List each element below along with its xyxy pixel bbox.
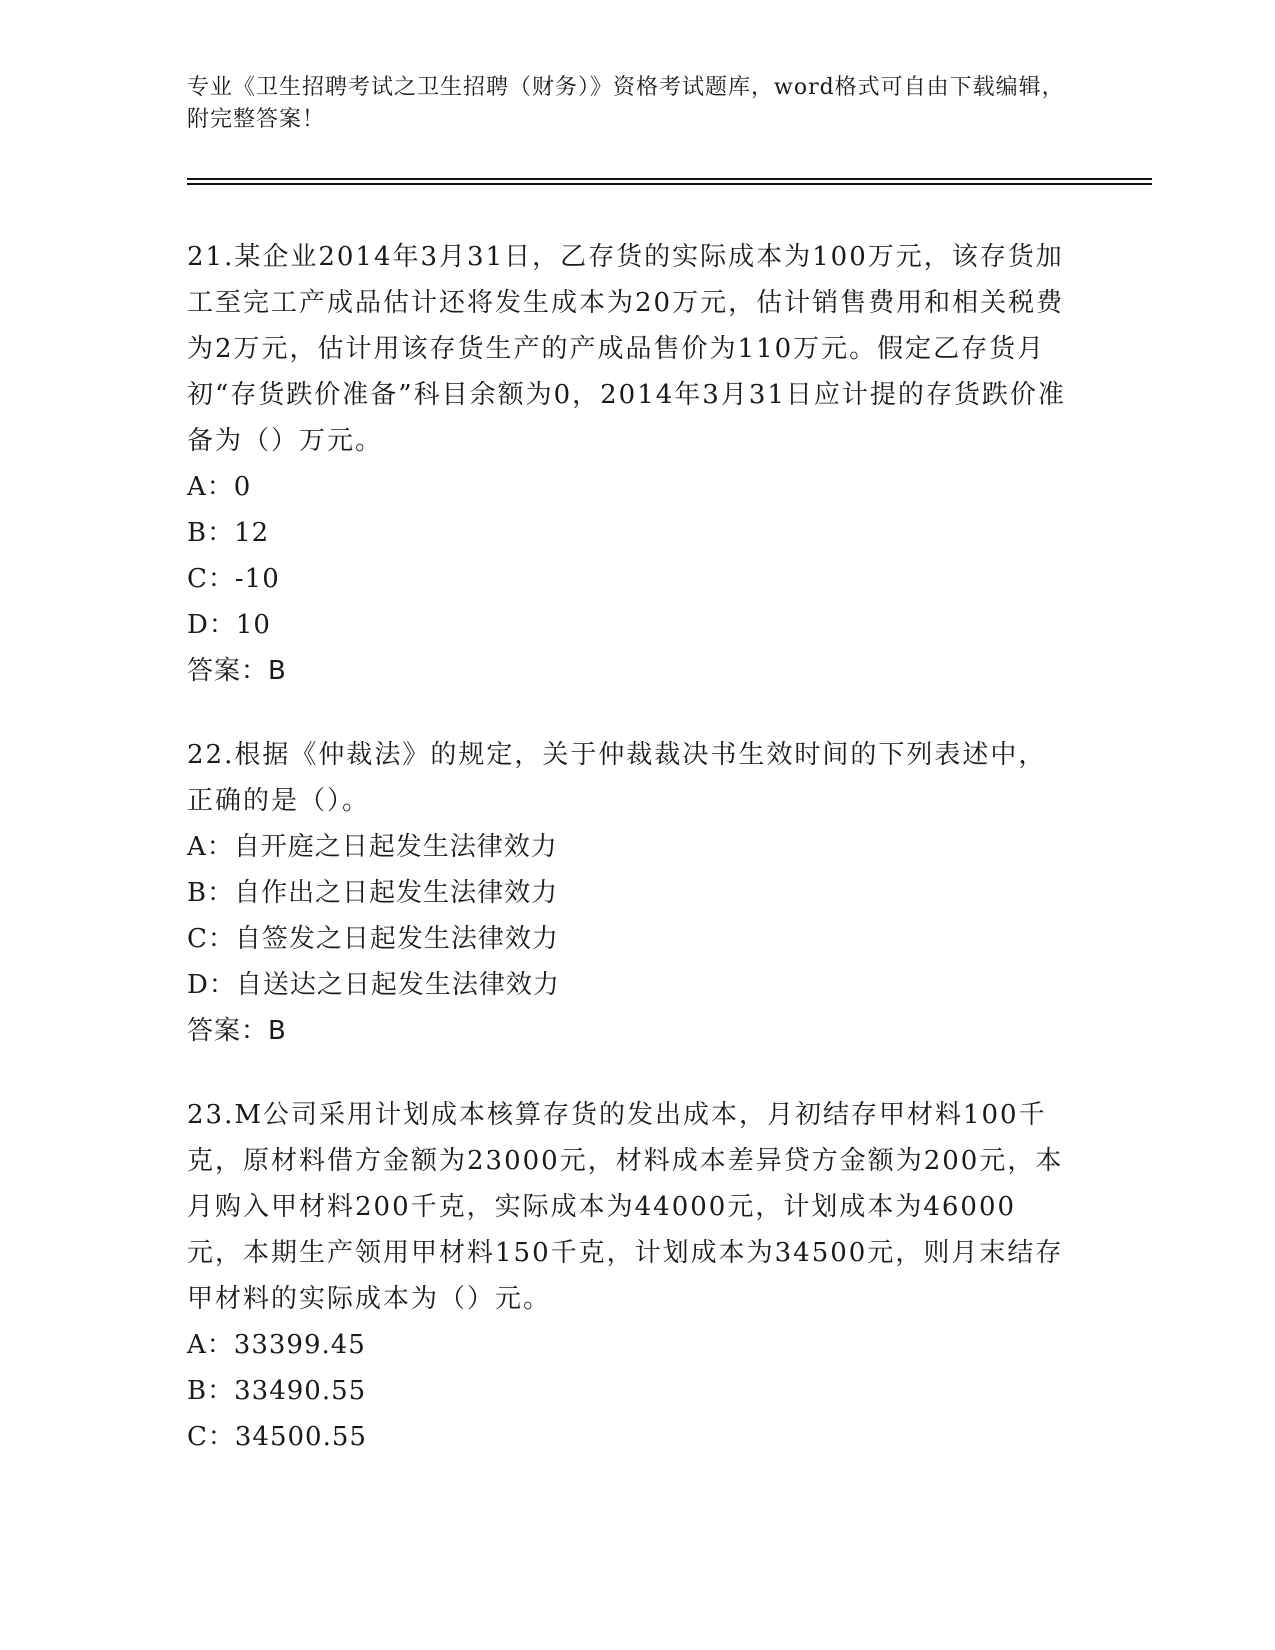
option-a: A：0 bbox=[187, 472, 252, 502]
question-21 bbox=[187, 234, 1067, 694]
option-d: D：自送达之日起发生法律效力 bbox=[187, 970, 560, 1000]
question-stem: 23.M公司采用计划成本核算存货的发出成本，月初结存甲材料100千克，原材料借方金额为23000元，材料成本差异贷方金额为200元，本月购入甲材料200千克，实际成本为44000元，计划成本为46000元，本期生产领用甲材料150千克，计划成本为34500元，则月末结存甲材料的实际成本为（）元。 bbox=[187, 1100, 1064, 1314]
option-c: C：-10 bbox=[187, 564, 280, 594]
question-stem: 22.根据《仲裁法》的规定，关于仲裁裁决书生效时间的下列表述中，正确的是（）。 bbox=[187, 740, 1047, 816]
question-list bbox=[187, 234, 1067, 1498]
question-23 bbox=[187, 1092, 1067, 1460]
option-a: A：自开庭之日起发生法律效力 bbox=[187, 832, 558, 862]
answer: 答案：B bbox=[187, 656, 287, 686]
option-c: C：34500.55 bbox=[187, 1422, 367, 1452]
option-b: B：自作出之日起发生法律效力 bbox=[187, 878, 559, 908]
option-b: B：12 bbox=[187, 518, 270, 548]
header-rule-top bbox=[187, 178, 1152, 180]
question-stem: 21.某企业2014年3月31日，乙存货的实际成本为100万元，该存货加工至完工产成品估计还将发生成本为20万元，估计销售费用和相关税费为2万元，估计用该存货生产的产成品售价为110万元。假定乙存货月初“存货跌价准备”科目余额为0，2014年3月31日应计提的存货跌价准备为（）万元。 bbox=[187, 242, 1066, 456]
option-c: C：自签发之日起发生法律效力 bbox=[187, 924, 559, 954]
header-rule-bottom bbox=[187, 183, 1152, 185]
question-22 bbox=[187, 732, 1067, 1054]
answer: 答案：B bbox=[187, 1016, 287, 1046]
option-a: A：33399.45 bbox=[187, 1330, 366, 1360]
option-b: B：33490.55 bbox=[187, 1376, 367, 1406]
document-header: 专业《卫生招聘考试之卫生招聘（财务）》资格考试题库，word格式可自由下载编辑，附完整答案！ bbox=[187, 75, 1065, 132]
option-d: D：10 bbox=[187, 610, 271, 640]
